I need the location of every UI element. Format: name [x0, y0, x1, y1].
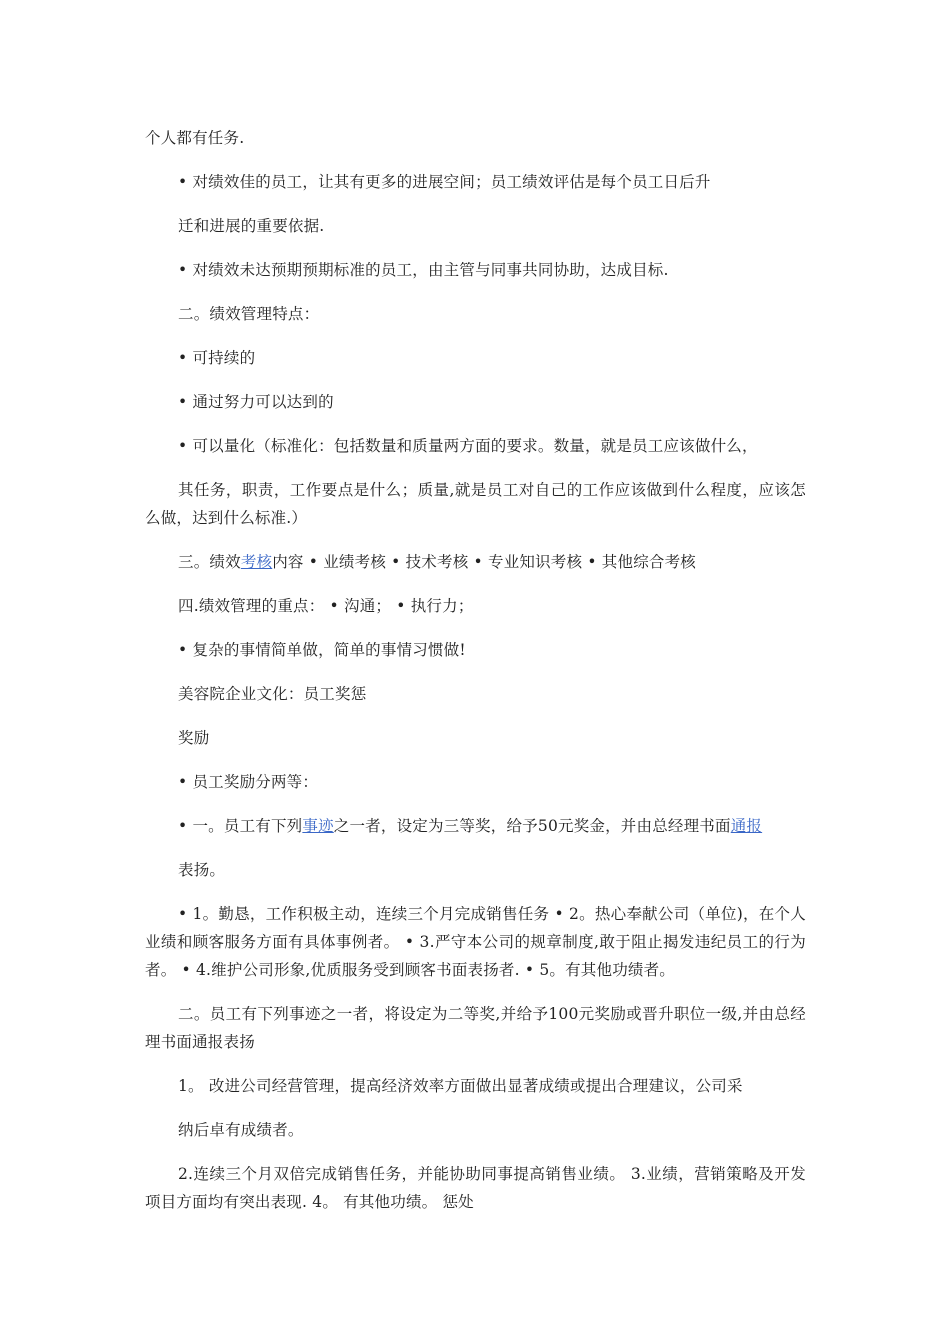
text-line: 表扬。 [178, 861, 226, 879]
section-heading-assessment [178, 552, 696, 572]
text-run: 三。绩效 [178, 553, 241, 571]
bullet-line: • 可持续的 [178, 349, 256, 367]
text-run: 内容 • 业绩考核 • 技术考核 • 专业知识考核 • 其他综合考核 [272, 553, 697, 571]
first-prize-line [178, 816, 762, 836]
bullet-line: • 对绩效未达预期预期标准的员工，由主管与同事共同协助，达成目标. [178, 261, 669, 279]
section-heading: 二。绩效管理特点： [178, 305, 320, 323]
bullet-line: • 可以量化（标准化：包括数量和质量两方面的要求。数量，就是员工应该做什么， [178, 437, 758, 455]
paragraph: • 1。勤恳，工作积极主动，连续三个月完成销售任务 • 2。热心奉献公司（单位)，在个人业绩和顾客服务方面有具体事例者。 • 3.严守本公司的规章制度,敢于阻止揭发违纪员工的行为者。 • 4.维护公司形象,优质服务受到顾客书面表扬者. • 5。有其他功绩者。 [145, 905, 806, 979]
bullet-line: • 通过努力可以达到的 [178, 393, 334, 411]
paragraph: 2.连续三个月双倍完成销售任务，并能协助同事提高销售业绩。 3.业绩，营销策略及开发项目方面均有突出表现. 4。 有其他功绩。 惩处 [145, 1165, 806, 1211]
paragraph: 其任务，职责，工作要点是什么；质量,就是员工对自己的工作应该做到什么程度，应该怎么做，达到什么标准.） [145, 481, 806, 527]
link-assessment[interactable]: 考核 [240, 553, 273, 571]
section-heading: 美容院企业文化：员工奖惩 [178, 685, 367, 703]
section-heading: 奖励 [178, 729, 210, 747]
text-line: 个人都有任务. [145, 129, 245, 147]
text-run: • 一。员工有下列 [178, 817, 303, 835]
text-line: 迁和进展的重要依据. [178, 217, 325, 235]
section-heading: 四.绩效管理的重点： • 沟通； • 执行力； [178, 597, 474, 615]
paragraph: 二。员工有下列事迹之一者，将设定为二等奖,并给予100元奖励或晋升职位一级,并由总经理书面通报表扬 [145, 1005, 806, 1051]
text-run: 之一者，设定为三等奖，给予50元奖金，并由总经理书面 [333, 817, 731, 835]
link-deeds[interactable]: 事迹 [302, 817, 334, 835]
bullet-line: • 复杂的事情简单做，简单的事情习惯做! [178, 641, 466, 659]
text-line: 1。 改进公司经营管理，提高经济效率方面做出显著成绩或提出合理建议，公司采 [178, 1077, 743, 1095]
bullet-line: • 员工奖励分两等： [178, 773, 319, 791]
bullet-line: • 对绩效佳的员工，让其有更多的进展空间；员工绩效评估是每个员工日后升 [178, 173, 711, 191]
link-notice[interactable]: 通报 [730, 817, 763, 835]
text-line: 纳后卓有成绩者。 [178, 1121, 304, 1139]
